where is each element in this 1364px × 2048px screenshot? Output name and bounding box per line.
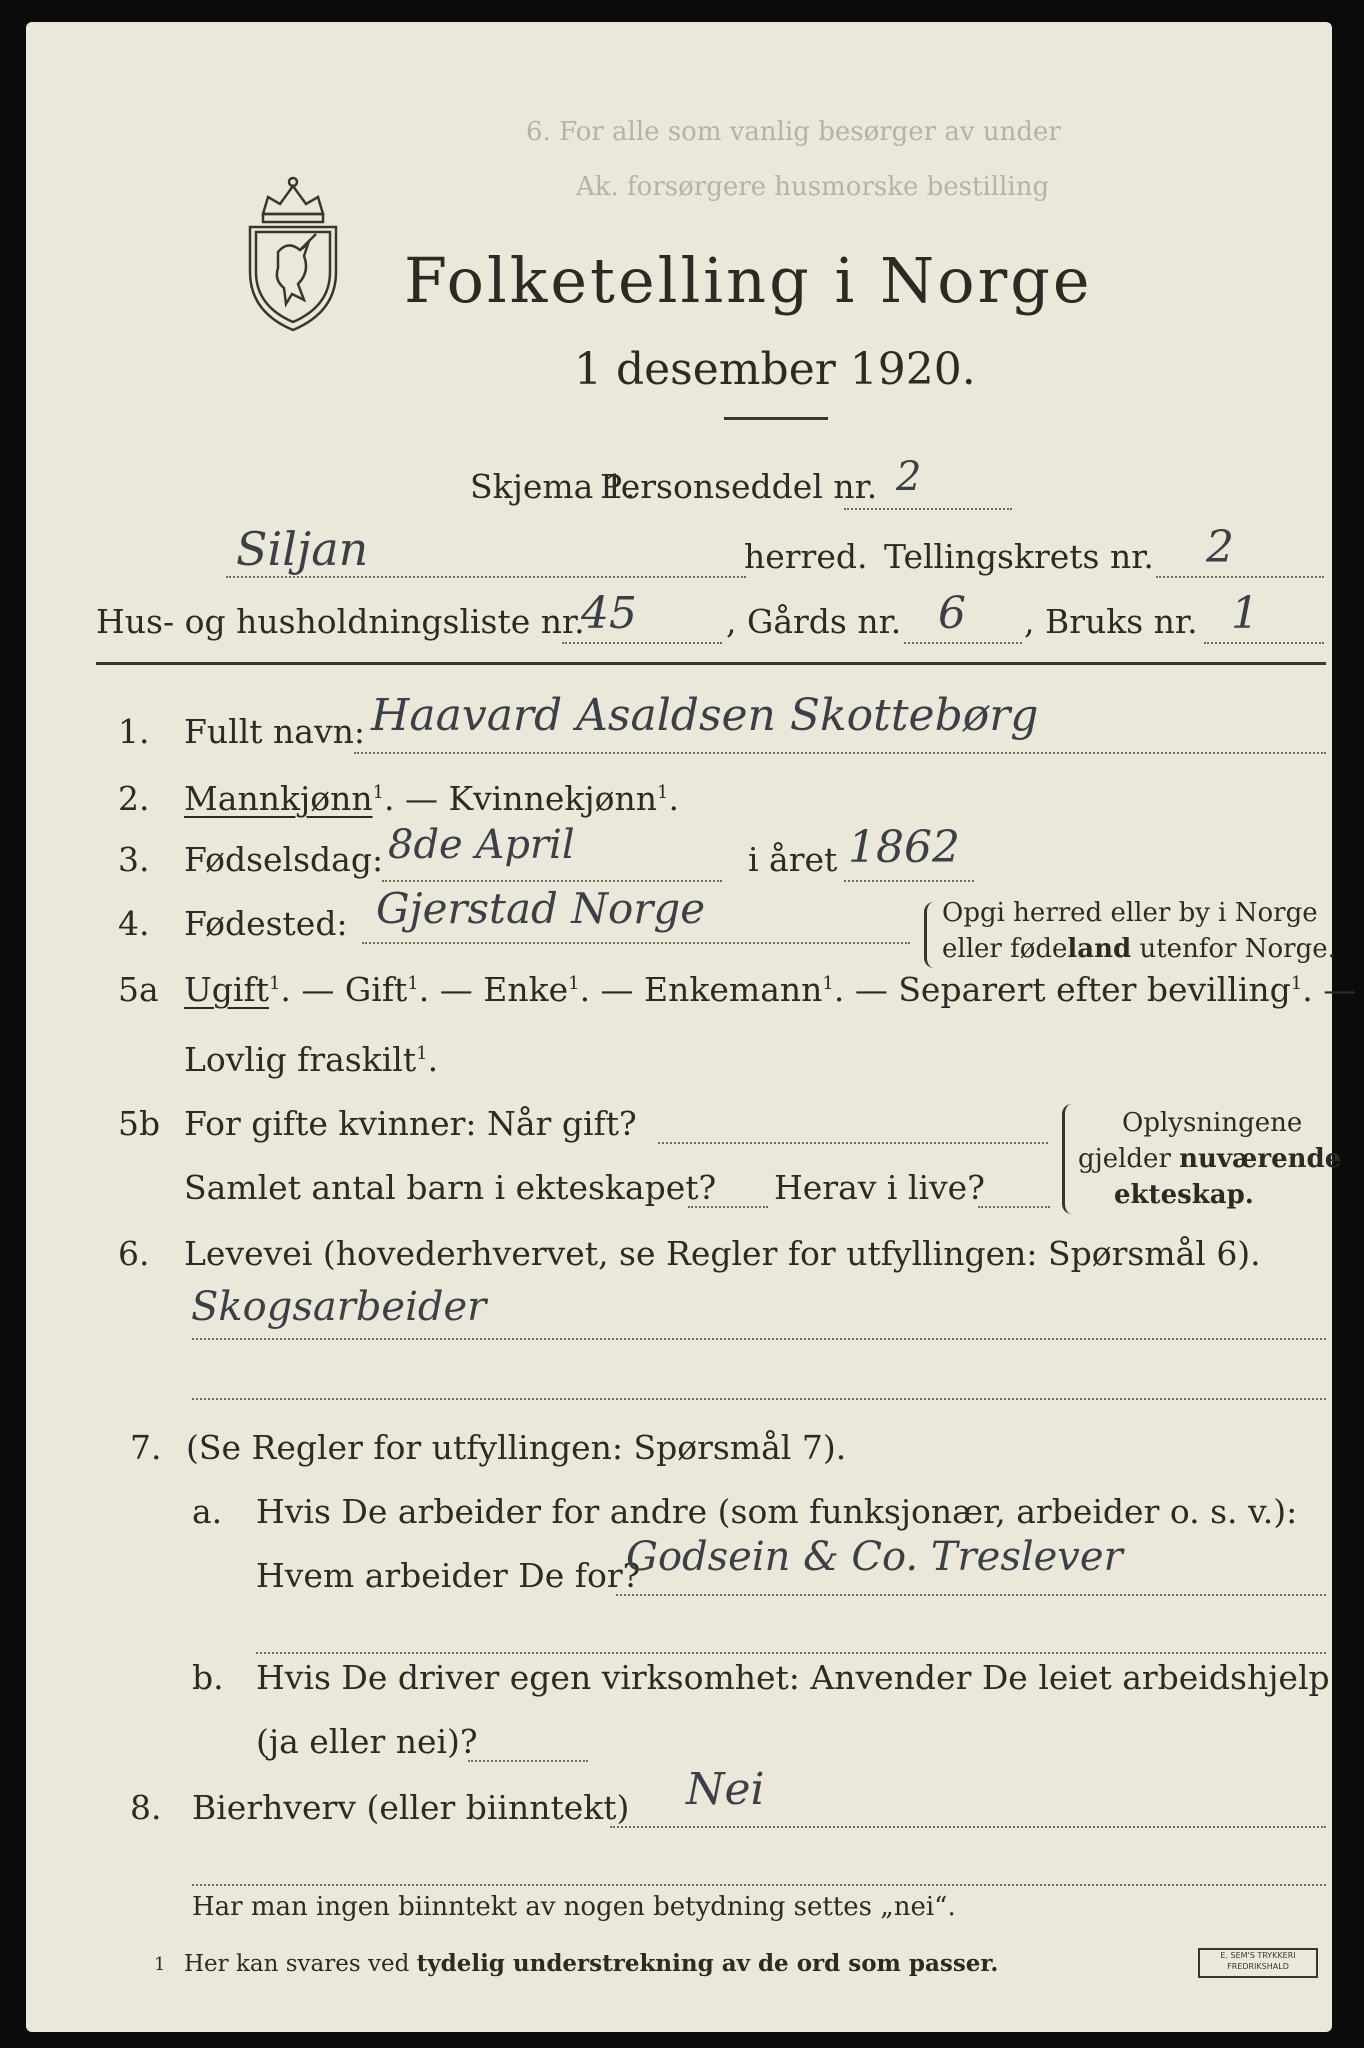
q7b-line1: Hvis De driver egen virksomhet: Anvender De leiet arbeidshjelp	[256, 1658, 1330, 1697]
q4-birthplace-value: Gjerstad Norge	[376, 884, 706, 933]
census-date: 1 desember 1920.	[574, 344, 976, 395]
herred-line	[226, 576, 746, 578]
q6-label: Levevei (hovederhvervet, se Regler for utfyllingen: Spørsmål 6).	[184, 1234, 1261, 1273]
tellingskrets-value: 2	[1206, 522, 1234, 573]
title-divider	[724, 417, 828, 420]
q5b-note-line3: ekteskap.	[1114, 1180, 1254, 1210]
q4-number: 4.	[118, 904, 150, 943]
q7a-letter: a.	[192, 1492, 223, 1531]
q8-extra-line	[192, 1884, 1326, 1886]
footnote-text: Her kan svares ved tydelig understrekning av de ord som passer.	[184, 1950, 999, 1977]
q7a-line1: Hvis De arbeider for andre (som funksjonær, arbeider o. s. v.):	[256, 1492, 1298, 1531]
q2-sex-options: Mannkjønn$^1$. — Kvinnekjønn$^1$.	[184, 779, 679, 818]
q5a-number: 5a	[118, 970, 159, 1009]
q6-line2	[192, 1398, 1326, 1400]
bruks-line	[1204, 642, 1324, 644]
q5b-number: 5b	[118, 1104, 161, 1143]
q3-year-label: i året	[748, 840, 838, 879]
bruks-label: , Bruks nr.	[1024, 602, 1198, 641]
q5b-children-line	[688, 1206, 768, 1208]
q8-number: 8.	[130, 1788, 162, 1827]
q7b-letter: b.	[192, 1658, 224, 1697]
q7b-line2: (ja eller nei)?	[256, 1722, 478, 1761]
q7a-employer-line	[616, 1594, 1326, 1596]
q3-year-line	[844, 880, 974, 882]
q8-secondary-income-value: Nei	[686, 1764, 765, 1815]
q1-label: Fullt navn:	[184, 712, 365, 751]
herred-value: Siljan	[236, 522, 369, 576]
q6-occupation-value: Skogsarbeider	[191, 1284, 487, 1330]
footnote-mark: 1	[154, 1954, 166, 1975]
q5b-note-brace	[1062, 1104, 1075, 1214]
q2-male-option: Mannkjønn	[184, 779, 373, 818]
q4-note-line1: Opgi herred eller by i Norge	[942, 898, 1318, 928]
q7b-line	[468, 1760, 588, 1762]
q7-label: (Se Regler for utfyllingen: Spørsmål 7).	[186, 1428, 847, 1467]
q5b-married-line	[658, 1142, 1048, 1144]
q3-label: Fødselsdag:	[184, 840, 384, 879]
no-income-note: Har man ingen biinntekt av nogen betydning settes „nei“.	[192, 1892, 956, 1922]
tellingskrets-line	[1156, 576, 1324, 578]
tellingskrets-label: Tellingskrets nr.	[884, 537, 1154, 576]
hus-value: 45	[581, 588, 637, 639]
schema-label: Skjema 1.	[470, 467, 636, 506]
q6-number: 6.	[118, 1234, 150, 1273]
herred-label: herred.	[744, 537, 868, 576]
gards-label: , Gårds nr.	[726, 602, 902, 641]
q3-date-line	[382, 880, 722, 882]
q3-birthdate-value: 8de April	[388, 822, 575, 868]
norway-coat-of-arms-icon	[238, 172, 348, 332]
bleed-through-line: Ak. forsørgere husmorske bestilling	[576, 172, 1050, 202]
q7-number: 7.	[130, 1428, 162, 1467]
q5a-unmarried-option: Ugift	[184, 970, 269, 1009]
hus-line	[562, 642, 722, 644]
personseddel-line	[844, 508, 1012, 510]
gards-line	[904, 642, 1022, 644]
q5b-note-line2: gjelder nuværende	[1078, 1144, 1342, 1174]
q1-number: 1.	[118, 712, 150, 751]
q8-line	[610, 1826, 1326, 1828]
q5b-line1: For gifte kvinner: Når gift?	[184, 1104, 637, 1143]
q1-line	[354, 752, 1326, 754]
printer-stamp: E. SEM'S TRYKKERI FREDRIKSHALD	[1198, 1948, 1318, 1978]
q1-full-name-value: Haavard Asaldsen Skottebørg	[371, 690, 1039, 741]
q5b-note-line1: Oplysningene	[1122, 1108, 1303, 1138]
q3-number: 3.	[118, 840, 150, 879]
q7a-employer-label: Hvem arbeider De for?	[256, 1556, 641, 1595]
q4-note-line2: eller fødeland utenfor Norge.	[942, 934, 1336, 964]
q7a-extra-line	[256, 1652, 1326, 1654]
q2-number: 2.	[118, 779, 150, 818]
hus-label: Hus- og husholdningsliste nr.	[96, 602, 585, 641]
q2-female-option: Kvinnekjønn	[448, 779, 658, 818]
census-form-sheet	[26, 22, 1357, 2032]
q4-label: Fødested:	[184, 904, 348, 943]
personseddel-label: Personseddel nr.	[600, 467, 878, 506]
q5b-alive-label: Herav i live?	[774, 1168, 985, 1207]
q5b-alive-line	[978, 1206, 1050, 1208]
bruks-value: 1	[1231, 588, 1259, 639]
bleed-through-line: 6. For alle som vanlig besørger av under	[526, 117, 1061, 147]
section-divider	[96, 662, 1326, 665]
q5a-marital-options: Ugift$^1$. — Gift$^1$. — Enke$^1$. — Enkemann$^1$. — Separert efter bevilling$^1$. —	[184, 970, 1357, 1009]
q5a-divorced-option: Lovlig fraskilt$^1$.	[184, 1040, 439, 1079]
gards-value: 6	[938, 588, 966, 639]
q6-line1	[192, 1338, 1326, 1340]
q8-label: Bierhverv (eller biinntekt)	[192, 1788, 630, 1827]
q3-birth-year-value: 1862	[848, 822, 960, 873]
personseddel-value: 2	[896, 454, 922, 500]
q4-line	[362, 942, 910, 944]
q7a-employer-value: Godsein & Co. Treslever	[626, 1534, 1123, 1580]
form-title: Folketelling i Norge	[404, 244, 1093, 317]
q4-note-brace	[924, 902, 937, 968]
q5b-children-label: Samlet antal barn i ekteskapet?	[184, 1168, 717, 1207]
